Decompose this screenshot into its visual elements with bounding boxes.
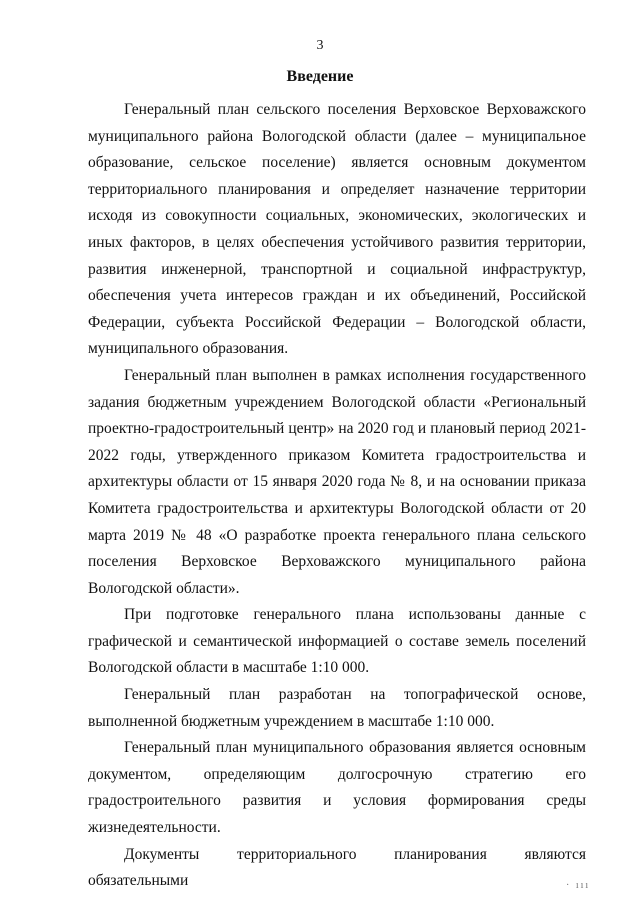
- paragraph-basis: Генеральный план выполнен в рамках исполнения государственного задания бюджетным учреждением Вологодской области «Региональный проектно-градостроительный центр» на 2020 год и плановый период 2021-2022 годы, утвержденного приказом Комитета градостроительства и архитектуры области от 15 января 2020 года № 8, и на основании приказа Комитета градостроительства и архитектуры Вологодской области от 20 марта 2019 № 48 «О разработке проекта генерального плана сельского поселения Верховское Верховажского муниципального района Вологодской области».: [88, 366, 586, 597]
- paragraph-strategy: Генеральный план муниципального образования является основным документом, определяющим долгосрочную стратегию его градостроительного развития и условия формирования среды жизнедеятельности.: [88, 739, 586, 837]
- document-body: [88, 97, 586, 895]
- page-heading: Введение: [286, 68, 354, 85]
- page-number: 3: [316, 38, 324, 53]
- paragraph-binding-documents: Документы территориального планирования являются обязательными: [88, 845, 586, 890]
- paragraph-topographic-basis: Генеральный план разработан на топографической основе, выполненной бюджетным учреждением в масштабе 1:10 000.: [88, 686, 586, 730]
- paragraph-data-sources: При подготовке генерального плана использованы данные с графической и семантической информацией о составе земель поселений Вологодской области в масштабе 1:10 000.: [88, 606, 586, 677]
- paragraph-purpose: Генеральный план сельского поселения Верховское Верховажского муниципального района Вологодской области (далее – муниципальное образование, сельское поселение) является основным документом территориального планирования и определяет назначение территории исходя из совокупности социальных, экономических, экологических и иных факторов, в целях обеспечения устойчивого развития территории, развития инженерной, транспортной и социальной инфраструктур, обеспечения учета интересов граждан и их объединений, Российской Федерации, субъекта Российской Федерации – Вологодской области, муниципального образования.: [88, 101, 586, 358]
- scan-mark: · ııı: [566, 880, 591, 891]
